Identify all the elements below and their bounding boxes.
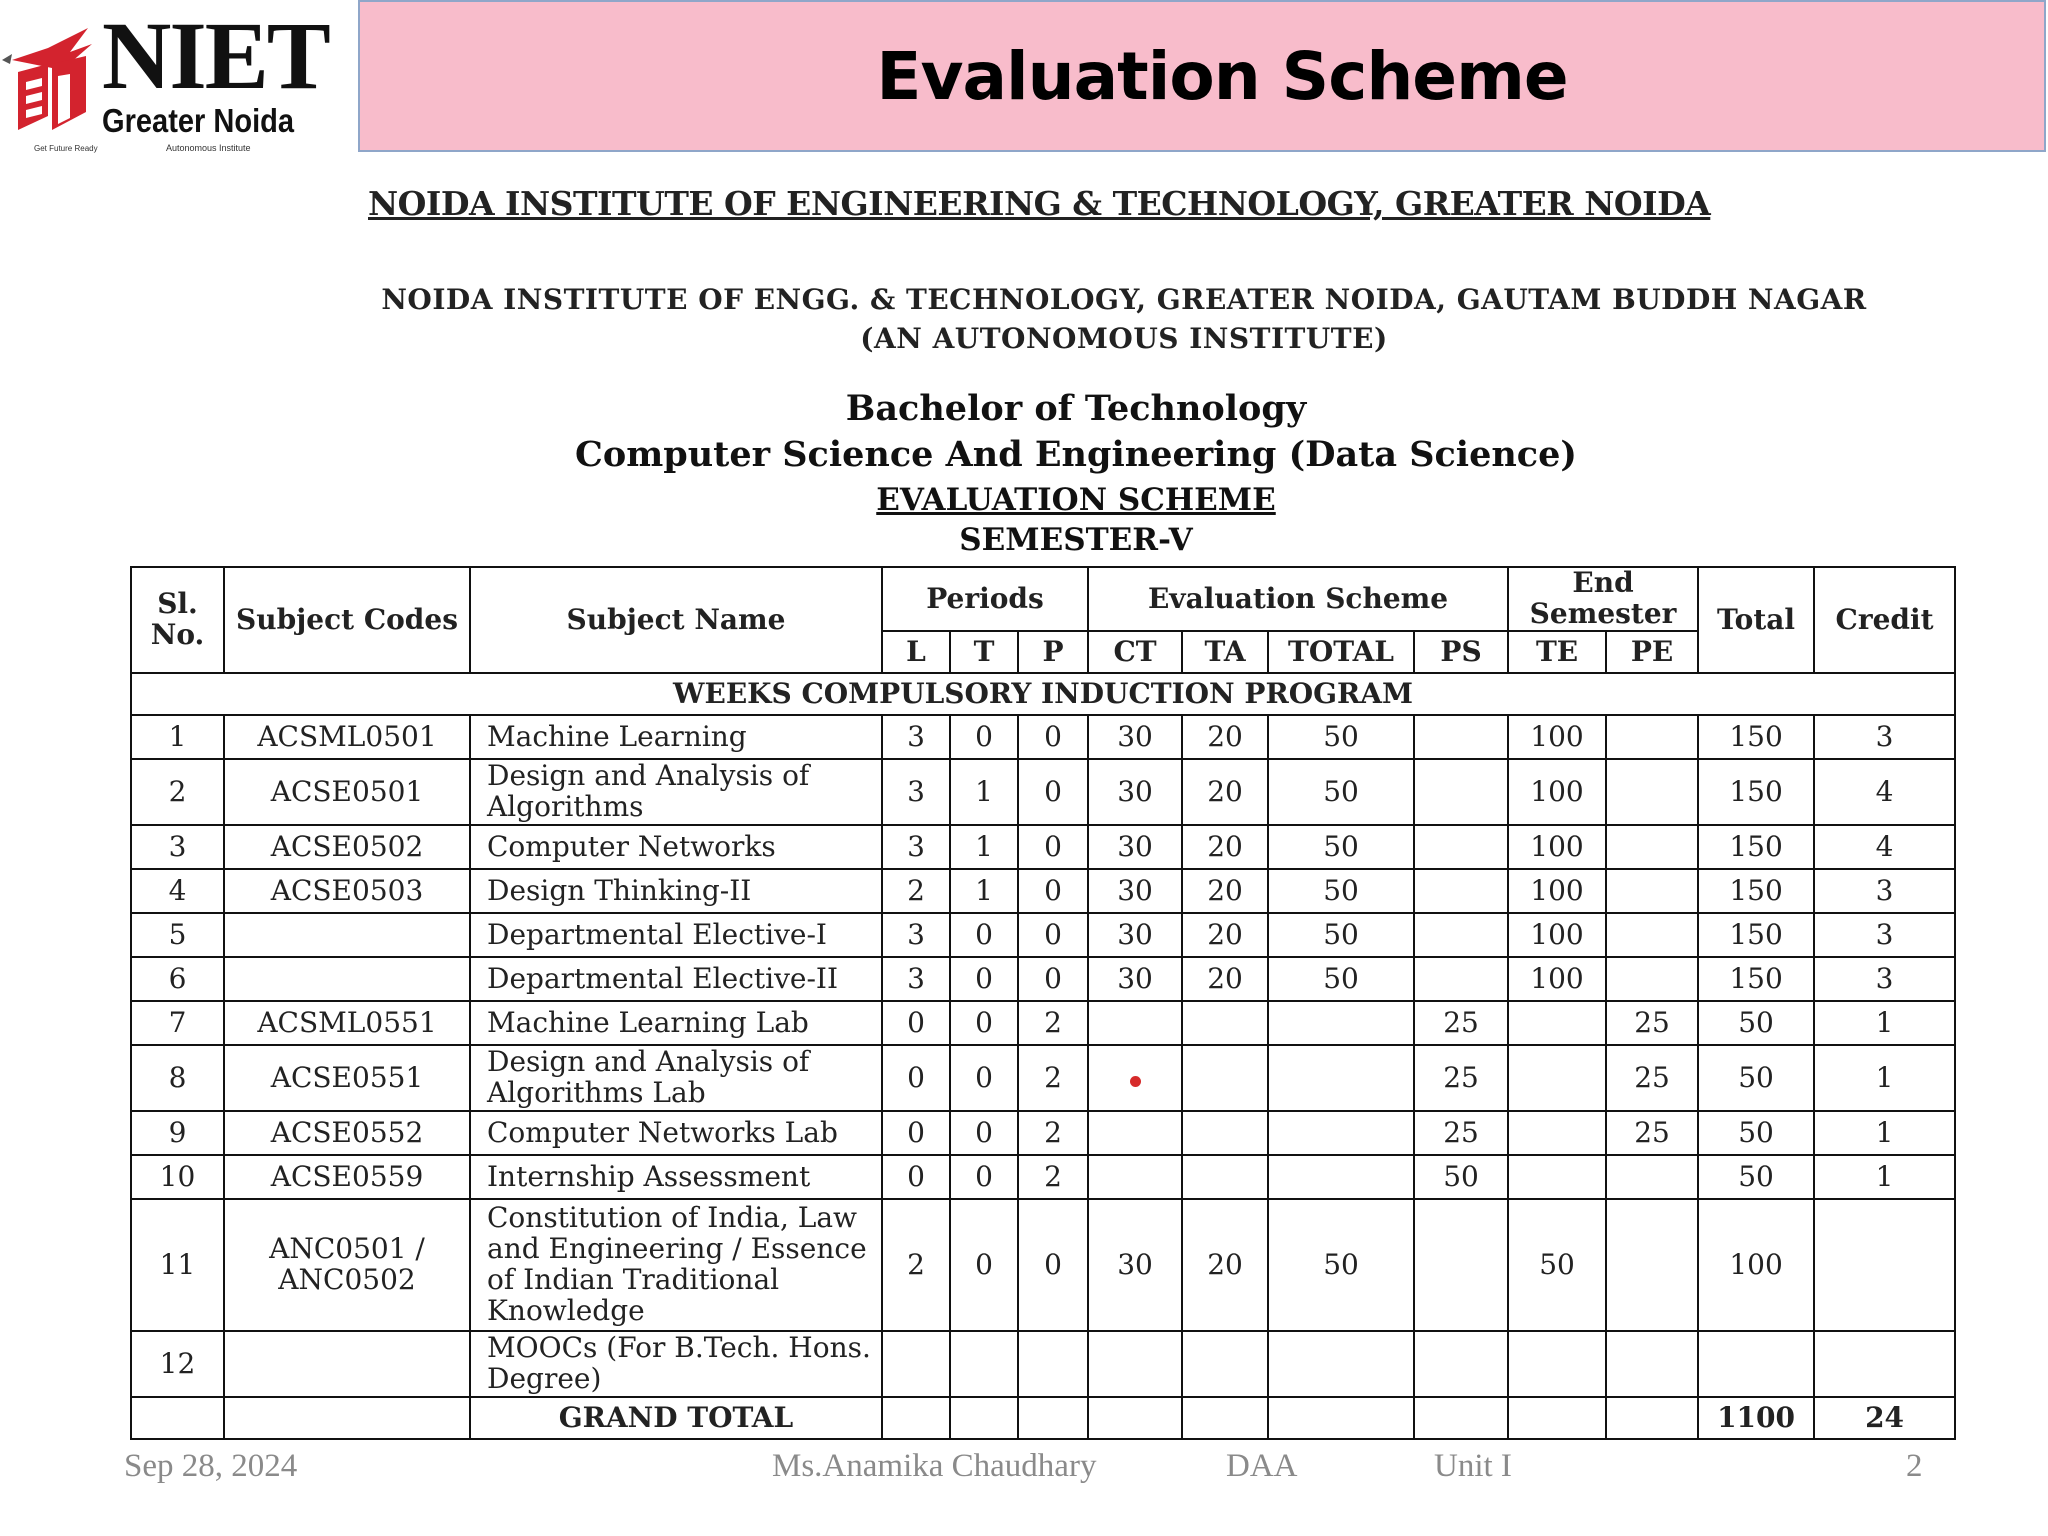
cell-ct: 30 [1088,957,1182,1001]
footer-page-number: 2 [1906,1448,1923,1484]
cell-ta: 20 [1182,1199,1268,1331]
logo-autonomous: Autonomous Institute [166,143,251,153]
cell-ta: 20 [1182,759,1268,825]
cell-eval-total: 50 [1268,1199,1414,1331]
cell-total: 150 [1698,759,1814,825]
grand-total-label: GRAND TOTAL [470,1397,882,1439]
cell-pe: 25 [1606,1111,1698,1155]
header-ct: CT [1088,631,1182,673]
cell-ps [1414,869,1508,913]
title-banner [358,0,2046,152]
header-t: T [950,631,1018,673]
header-periods: Periods [882,567,1088,631]
cell-sl: 12 [131,1331,224,1397]
table-row [131,1199,1955,1331]
cell-te: 100 [1508,759,1606,825]
cell-credit: 4 [1814,825,1955,869]
cell-ta: 20 [1182,715,1268,759]
header-subject-codes: Subject Codes [224,567,470,673]
cell-code [224,957,470,1001]
table-row [131,1045,1955,1111]
cell-ps: 25 [1414,1045,1508,1111]
cell-te: 100 [1508,825,1606,869]
cell-t: 0 [950,957,1018,1001]
cell-code: ACSE0559 [224,1155,470,1199]
cell-ps: 25 [1414,1111,1508,1155]
logo-tagline: Get Future Ready [34,144,98,153]
cell-ps: 25 [1414,1001,1508,1045]
cell-sl: 1 [131,715,224,759]
header-credit: Credit [1814,567,1955,673]
cell-pe [1606,1199,1698,1331]
cell-pe [1606,1331,1698,1397]
semester-label: SEMESTER-V [959,522,1193,558]
cell-p: 2 [1018,1045,1088,1111]
cell-l: 3 [882,825,950,869]
cell-t: 0 [950,1111,1018,1155]
scheme-heading: EVALUATION SCHEME [876,482,1276,518]
cell-ct: 30 [1088,913,1182,957]
cell-subject-name: MOOCs (For B.Tech. Hons. Degree) [470,1331,882,1397]
cell-eval-total: 50 [1268,957,1414,1001]
cell-subject-name: Design Thinking-II [470,869,882,913]
cell-subject-name: Machine Learning Lab [470,1001,882,1045]
cell-eval-total: 50 [1268,715,1414,759]
cell-p: 0 [1018,825,1088,869]
grand-total-row [131,1397,1955,1439]
cell-ct [1088,1331,1182,1397]
footer-course: DAA [1226,1448,1298,1484]
cell-ct: 30 [1088,715,1182,759]
footer-author: Ms.Anamika Chaudhary [772,1448,1097,1484]
cell-eval-total: 50 [1268,913,1414,957]
cell-pe [1606,825,1698,869]
page-title: Evaluation Scheme [876,37,1568,115]
cell-ps [1414,1331,1508,1397]
cell-pe [1606,869,1698,913]
cell-credit: 1 [1814,1155,1955,1199]
cell-t: 0 [950,1001,1018,1045]
cell-eval-total [1268,1331,1414,1397]
cell-credit: 4 [1814,759,1955,825]
cell-credit: 3 [1814,957,1955,1001]
cell-credit: 1 [1814,1045,1955,1111]
cell-l: 3 [882,715,950,759]
cell-sl: 11 [131,1199,224,1331]
cell-subject-name: Departmental Elective-II [470,957,882,1001]
cell-p: 2 [1018,1155,1088,1199]
cell-ta: 20 [1182,913,1268,957]
cell-total: 50 [1698,1111,1814,1155]
cell-subject-name: Computer Networks Lab [470,1111,882,1155]
cell-pe: 25 [1606,1045,1698,1111]
header-end-semester: End Semester [1508,567,1698,631]
table-header-row [131,567,1955,631]
cell-l: 0 [882,1111,950,1155]
induction-row [131,673,1955,715]
footer-date: Sep 28, 2024 [124,1448,298,1484]
cell-p [1018,1331,1088,1397]
cell-pe [1606,759,1698,825]
cell-ct: 30 [1088,825,1182,869]
cell-ps [1414,715,1508,759]
cell-ct [1088,1045,1182,1111]
cell-total: 150 [1698,957,1814,1001]
cell-sl: 10 [131,1155,224,1199]
cell-sl: 9 [131,1111,224,1155]
cell-pe [1606,957,1698,1001]
cell-ta [1182,1155,1268,1199]
cell-ct [1088,1001,1182,1045]
cell-sl: 7 [131,1001,224,1045]
cell-code: ACSE0501 [224,759,470,825]
header-ta: TA [1182,631,1268,673]
cell-te: 100 [1508,869,1606,913]
cell-te: 100 [1508,715,1606,759]
grand-total-value: 1100 [1698,1397,1814,1439]
header-evaluation-scheme: Evaluation Scheme [1088,567,1508,631]
grand-total-credit: 24 [1814,1397,1955,1439]
cell-ps: 50 [1414,1155,1508,1199]
cell-t [950,1331,1018,1397]
cell-ps [1414,825,1508,869]
cell-p: 2 [1018,1001,1088,1045]
header-l: L [882,631,950,673]
cell-l: 3 [882,913,950,957]
cell-code [224,913,470,957]
cell-te: 50 [1508,1199,1606,1331]
cell-ta: 20 [1182,957,1268,1001]
cell-total: 150 [1698,913,1814,957]
header-pe: PE [1606,631,1698,673]
cell-credit: 3 [1814,715,1955,759]
table-row [131,1155,1955,1199]
logo-subtitle: Greater Noida [102,102,295,139]
cell-credit: 3 [1814,869,1955,913]
cell-sl: 3 [131,825,224,869]
cell-ta: 20 [1182,825,1268,869]
cell-t: 0 [950,1045,1018,1111]
branch-title: Computer Science And Engineering (Data Science) [575,434,1577,475]
footer-unit: Unit I [1434,1448,1512,1484]
cell-p: 0 [1018,869,1088,913]
cell-ta [1182,1001,1268,1045]
cell-subject-name: Internship Assessment [470,1155,882,1199]
cell-p: 2 [1018,1111,1088,1155]
cell-sl: 4 [131,869,224,913]
cell-ps [1414,759,1508,825]
header-te: TE [1508,631,1606,673]
cell-code: ACSML0551 [224,1001,470,1045]
cell-p: 0 [1018,759,1088,825]
cell-ct [1088,1111,1182,1155]
cell-total: 150 [1698,715,1814,759]
cell-pe [1606,715,1698,759]
logo-wordmark: NIET [102,2,329,109]
header-eval-total: TOTAL [1268,631,1414,673]
cell-pe: 25 [1606,1001,1698,1045]
cell-eval-total [1268,1045,1414,1111]
cell-eval-total [1268,1111,1414,1155]
institute-heading: NOIDA INSTITUTE OF ENGINEERING & TECHNOLOGY, GREATER NOIDA [368,184,1711,223]
cell-credit: 1 [1814,1111,1955,1155]
cell-code: ACSML0501 [224,715,470,759]
cell-code: ACSE0502 [224,825,470,869]
table-row [131,825,1955,869]
cell-subject-name: Design and Analysis of Algorithms Lab [470,1045,882,1111]
cell-l: 0 [882,1001,950,1045]
cell-te [1508,1045,1606,1111]
cell-p: 0 [1018,715,1088,759]
cell-subject-name: Design and Analysis of Algorithms [470,759,882,825]
cell-ct: 30 [1088,1199,1182,1331]
cell-total: 50 [1698,1045,1814,1111]
cell-te [1508,1111,1606,1155]
cell-pe [1606,913,1698,957]
cell-subject-name: Machine Learning [470,715,882,759]
table-row [131,913,1955,957]
cell-ta [1182,1331,1268,1397]
table-row [131,715,1955,759]
cell-ps [1414,913,1508,957]
evaluation-table [130,566,1956,1440]
table-row [131,1001,1955,1045]
red-marker-dot [1130,1076,1141,1087]
cell-l: 2 [882,869,950,913]
cell-t: 0 [950,1155,1018,1199]
cell-total: 100 [1698,1199,1814,1331]
cell-subject-name: Departmental Elective-I [470,913,882,957]
cell-subject-name: Constitution of India, Law and Engineering / Essence of Indian Traditional Knowledge [470,1199,882,1331]
cell-p: 0 [1018,957,1088,1001]
table-row [131,957,1955,1001]
niet-emblem-icon [0,20,100,140]
table-row [131,1331,1955,1397]
cell-te: 100 [1508,957,1606,1001]
cell-total: 150 [1698,825,1814,869]
cell-subject-name: Computer Networks [470,825,882,869]
cell-ta: 20 [1182,869,1268,913]
cell-code: ACSE0503 [224,869,470,913]
table-row [131,759,1955,825]
cell-ps [1414,957,1508,1001]
cell-sl: 5 [131,913,224,957]
cell-eval-total [1268,1001,1414,1045]
cell-t: 0 [950,1199,1018,1331]
cell-te [1508,1155,1606,1199]
cell-pe [1606,1155,1698,1199]
cell-sl: 2 [131,759,224,825]
cell-code: ANC0501 / ANC0502 [224,1199,470,1331]
cell-ta [1182,1111,1268,1155]
cell-t: 1 [950,869,1018,913]
niet-logo [0,0,350,160]
cell-ct: 30 [1088,759,1182,825]
cell-l: 3 [882,759,950,825]
cell-t: 1 [950,759,1018,825]
cell-eval-total [1268,1155,1414,1199]
cell-l: 0 [882,1045,950,1111]
cell-total: 50 [1698,1001,1814,1045]
cell-code: ACSE0552 [224,1111,470,1155]
cell-ct [1088,1155,1182,1199]
cell-eval-total: 50 [1268,825,1414,869]
cell-t: 0 [950,715,1018,759]
cell-sl: 8 [131,1045,224,1111]
cell-credit [1814,1331,1955,1397]
induction-label: WEEKS COMPULSORY INDUCTION PROGRAM [131,673,1955,715]
cell-t: 1 [950,825,1018,869]
header-total: Total [1698,567,1814,673]
cell-ct: 30 [1088,869,1182,913]
cell-t: 0 [950,913,1018,957]
cell-l: 2 [882,1199,950,1331]
cell-credit [1814,1199,1955,1331]
autonomous-label: (AN AUTONOMOUS INSTITUTE) [860,322,1388,355]
cell-te [1508,1331,1606,1397]
cell-te [1508,1001,1606,1045]
cell-p: 0 [1018,1199,1088,1331]
institute-full-name: NOIDA INSTITUTE OF ENGG. & TECHNOLOGY, GREATER NOIDA, GAUTAM BUDDH NAGAR [381,283,1867,316]
header-ps: PS [1414,631,1508,673]
cell-sl: 6 [131,957,224,1001]
cell-p: 0 [1018,913,1088,957]
header-sl-no: Sl. No. [131,567,224,673]
cell-eval-total: 50 [1268,869,1414,913]
cell-l [882,1331,950,1397]
cell-code [224,1331,470,1397]
cell-l: 0 [882,1155,950,1199]
cell-ps [1414,1199,1508,1331]
cell-code: ACSE0551 [224,1045,470,1111]
table-row [131,1111,1955,1155]
cell-credit: 3 [1814,913,1955,957]
cell-total: 150 [1698,869,1814,913]
cell-eval-total: 50 [1268,759,1414,825]
cell-credit: 1 [1814,1001,1955,1045]
header-p: P [1018,631,1088,673]
table-row [131,869,1955,913]
header-subject-name: Subject Name [470,567,882,673]
cell-total: 50 [1698,1155,1814,1199]
cell-l: 3 [882,957,950,1001]
cell-total [1698,1331,1814,1397]
cell-te: 100 [1508,913,1606,957]
cell-ta [1182,1045,1268,1111]
degree-title: Bachelor of Technology [845,388,1307,429]
